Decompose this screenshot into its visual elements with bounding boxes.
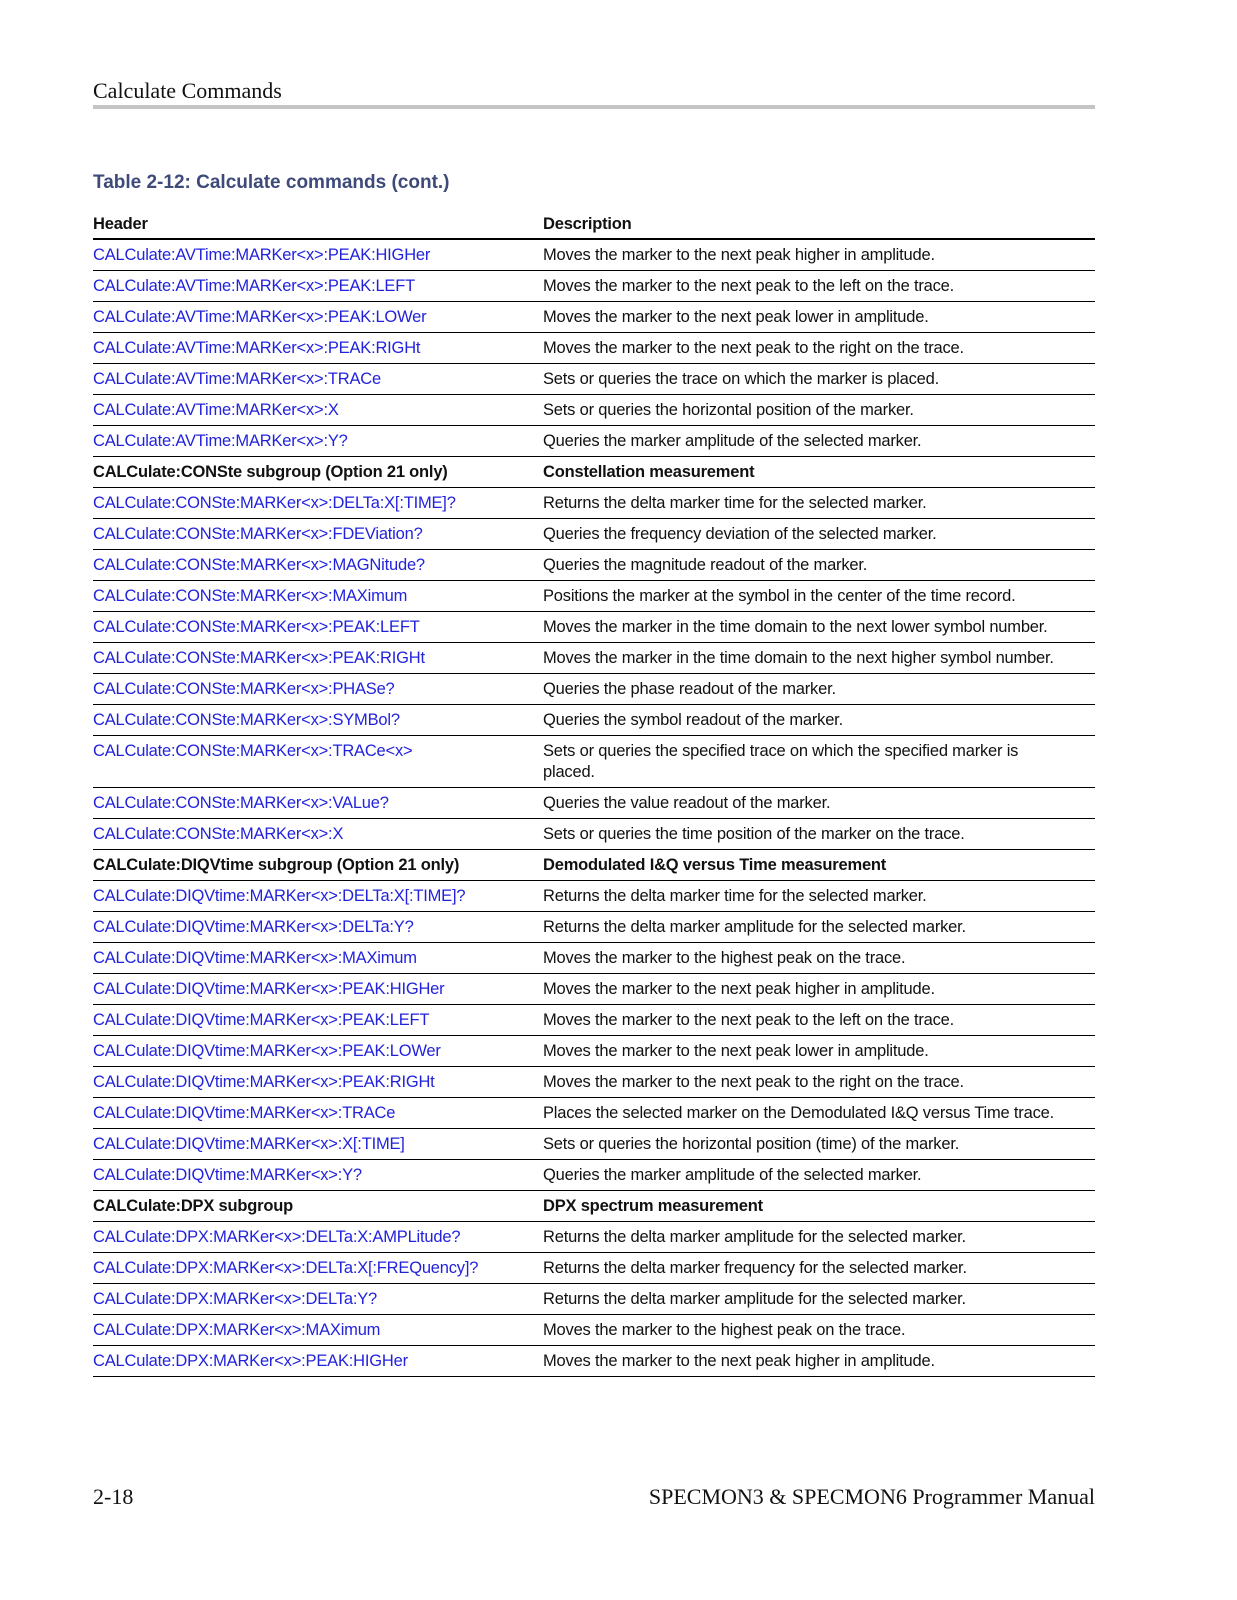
command-link[interactable]: CALCulate:AVTime:MARKer<x>:PEAK:RIGHt <box>93 333 543 364</box>
command-description: Moves the marker to the next peak lower in amplitude. <box>543 302 1095 333</box>
command-description: Returns the delta marker time for the selected marker. <box>543 488 1095 519</box>
command-link[interactable]: CALCulate:DIQVtime:MARKer<x>:PEAK:RIGHt <box>93 1067 543 1098</box>
command-description: Moves the marker to the highest peak on the trace. <box>543 1315 1095 1346</box>
command-link[interactable]: CALCulate:CONSte:MARKer<x>:TRACe<x> <box>93 736 543 788</box>
command-description: Sets or queries the horizontal position (time) of the marker. <box>543 1129 1095 1160</box>
running-header: Calculate Commands <box>93 78 282 103</box>
table-row <box>93 819 1095 850</box>
command-link[interactable]: CALCulate:CONSte:MARKer<x>:MAGNitude? <box>93 550 543 581</box>
command-link[interactable]: CALCulate:DIQVtime:MARKer<x>:PEAK:LOWer <box>93 1036 543 1067</box>
command-link[interactable]: CALCulate:DIQVtime:MARKer<x>:PEAK:HIGHer <box>93 974 543 1005</box>
table-row <box>93 1036 1095 1067</box>
table-row <box>93 1160 1095 1191</box>
table-row <box>93 881 1095 912</box>
command-link[interactable]: CALCulate:AVTime:MARKer<x>:Y? <box>93 426 543 457</box>
command-link[interactable]: CALCulate:AVTime:MARKer<x>:PEAK:LEFT <box>93 271 543 302</box>
command-description: Returns the delta marker frequency for the selected marker. <box>543 1253 1095 1284</box>
subgroup-description: Demodulated I&Q versus Time measurement <box>543 850 1095 881</box>
page-number: 2-18 <box>93 1484 134 1509</box>
table-row <box>93 1222 1095 1253</box>
table-row <box>93 674 1095 705</box>
command-description: Places the selected marker on the Demodulated I&Q versus Time trace. <box>543 1098 1095 1129</box>
command-link[interactable]: CALCulate:CONSte:MARKer<x>:FDEViation? <box>93 519 543 550</box>
command-description: Moves the marker in the time domain to the next higher symbol number. <box>543 643 1095 674</box>
table-row <box>93 302 1095 333</box>
command-link[interactable]: CALCulate:DIQVtime:MARKer<x>:DELTa:X[:TIME]? <box>93 881 543 912</box>
subgroup-description: Constellation measurement <box>543 457 1095 488</box>
table-row <box>93 271 1095 302</box>
table-row <box>93 1315 1095 1346</box>
table-row <box>93 643 1095 674</box>
command-link[interactable]: CALCulate:DIQVtime:MARKer<x>:MAXimum <box>93 943 543 974</box>
command-link[interactable]: CALCulate:DPX:MARKer<x>:MAXimum <box>93 1315 543 1346</box>
command-link[interactable]: CALCulate:AVTime:MARKer<x>:TRACe <box>93 364 543 395</box>
table-row <box>93 1284 1095 1315</box>
table-row <box>93 426 1095 457</box>
command-description: Moves the marker to the next peak to the right on the trace. <box>543 1067 1095 1098</box>
subgroup-description: DPX spectrum measurement <box>543 1191 1095 1222</box>
command-description: Positions the marker at the symbol in the center of the time record. <box>543 581 1095 612</box>
command-link[interactable]: CALCulate:CONSte:MARKer<x>:DELTa:X[:TIME]? <box>93 488 543 519</box>
table-row <box>93 1098 1095 1129</box>
column-header-header: Header <box>93 210 543 239</box>
command-description: Sets or queries the time position of the marker on the trace. <box>543 819 1095 850</box>
command-description: Sets or queries the horizontal position of the marker. <box>543 395 1095 426</box>
table-row <box>93 1346 1095 1377</box>
table-row <box>93 239 1095 271</box>
command-description: Moves the marker to the next peak to the right on the trace. <box>543 333 1095 364</box>
subgroup-row <box>93 850 1095 881</box>
table-row <box>93 974 1095 1005</box>
command-description: Moves the marker to the next peak higher in amplitude. <box>543 974 1095 1005</box>
command-link[interactable]: CALCulate:DPX:MARKer<x>:DELTa:X:AMPLitude? <box>93 1222 543 1253</box>
table-row <box>93 519 1095 550</box>
command-link[interactable]: CALCulate:DPX:MARKer<x>:DELTa:X[:FREQuency]? <box>93 1253 543 1284</box>
command-link[interactable]: CALCulate:CONSte:MARKer<x>:X <box>93 819 543 850</box>
command-description: Queries the frequency deviation of the selected marker. <box>543 519 1095 550</box>
command-description: Queries the value readout of the marker. <box>543 788 1095 819</box>
table-row <box>93 364 1095 395</box>
command-description: Returns the delta marker time for the selected marker. <box>543 881 1095 912</box>
table-row <box>93 788 1095 819</box>
command-description: Moves the marker to the next peak to the left on the trace. <box>543 1005 1095 1036</box>
header-rule <box>93 105 1095 109</box>
column-header-description: Description <box>543 210 1095 239</box>
command-link[interactable]: CALCulate:DIQVtime:MARKer<x>:DELTa:Y? <box>93 912 543 943</box>
command-description: Queries the magnitude readout of the marker. <box>543 550 1095 581</box>
table-header-row <box>93 210 1095 239</box>
table-row <box>93 943 1095 974</box>
table-row <box>93 1129 1095 1160</box>
command-link[interactable]: CALCulate:DPX:MARKer<x>:PEAK:HIGHer <box>93 1346 543 1377</box>
table-row <box>93 488 1095 519</box>
table-row <box>93 912 1095 943</box>
command-link[interactable]: CALCulate:AVTime:MARKer<x>:X <box>93 395 543 426</box>
command-description: Moves the marker in the time domain to the next lower symbol number. <box>543 612 1095 643</box>
command-description: Returns the delta marker amplitude for the selected marker. <box>543 1222 1095 1253</box>
command-description: Moves the marker to the next peak higher in amplitude. <box>543 239 1095 271</box>
command-link[interactable]: CALCulate:AVTime:MARKer<x>:PEAK:HIGHer <box>93 239 543 271</box>
command-link[interactable]: CALCulate:DIQVtime:MARKer<x>:PEAK:LEFT <box>93 1005 543 1036</box>
command-description: Sets or queries the trace on which the marker is placed. <box>543 364 1095 395</box>
command-link[interactable]: CALCulate:DPX:MARKer<x>:DELTa:Y? <box>93 1284 543 1315</box>
table-row <box>93 705 1095 736</box>
command-description: Queries the marker amplitude of the selected marker. <box>543 426 1095 457</box>
command-link[interactable]: CALCulate:CONSte:MARKer<x>:VALue? <box>93 788 543 819</box>
table-caption: Table 2-12: Calculate commands (cont.) <box>93 172 450 193</box>
subgroup-title: CALCulate:DIQVtime subgroup (Option 21 only) <box>93 850 543 881</box>
manual-title: SPECMON3 & SPECMON6 Programmer Manual <box>648 1484 1095 1509</box>
command-link[interactable]: CALCulate:CONSte:MARKer<x>:MAXimum <box>93 581 543 612</box>
command-description: Returns the delta marker amplitude for the selected marker. <box>543 1284 1095 1315</box>
table-row <box>93 736 1095 788</box>
command-description: Returns the delta marker amplitude for the selected marker. <box>543 912 1095 943</box>
command-link[interactable]: CALCulate:CONSte:MARKer<x>:PEAK:RIGHt <box>93 643 543 674</box>
command-description: Queries the phase readout of the marker. <box>543 674 1095 705</box>
table-row <box>93 395 1095 426</box>
table-body <box>93 239 1095 1377</box>
command-link[interactable]: CALCulate:AVTime:MARKer<x>:PEAK:LOWer <box>93 302 543 333</box>
command-description: Moves the marker to the next peak lower in amplitude. <box>543 1036 1095 1067</box>
command-link[interactable]: CALCulate:CONSte:MARKer<x>:PEAK:LEFT <box>93 612 543 643</box>
table-row <box>93 612 1095 643</box>
command-link[interactable]: CALCulate:DIQVtime:MARKer<x>:TRACe <box>93 1098 543 1129</box>
table-row <box>93 550 1095 581</box>
command-link[interactable]: CALCulate:DIQVtime:MARKer<x>:X[:TIME] <box>93 1129 543 1160</box>
subgroup-title: CALCulate:CONSte subgroup (Option 21 only) <box>93 457 543 488</box>
table-row <box>93 1005 1095 1036</box>
command-description: Sets or queries the specified trace on which the specified marker is placed. <box>543 736 1095 788</box>
subgroup-row <box>93 1191 1095 1222</box>
subgroup-title: CALCulate:DPX subgroup <box>93 1191 543 1222</box>
subgroup-row <box>93 457 1095 488</box>
table-row <box>93 333 1095 364</box>
command-link[interactable]: CALCulate:CONSte:MARKer<x>:PHASe? <box>93 674 543 705</box>
command-description: Queries the marker amplitude of the selected marker. <box>543 1160 1095 1191</box>
table-row <box>93 1253 1095 1284</box>
command-description: Moves the marker to the highest peak on the trace. <box>543 943 1095 974</box>
command-description: Moves the marker to the next peak to the left on the trace. <box>543 271 1095 302</box>
command-link[interactable]: CALCulate:DIQVtime:MARKer<x>:Y? <box>93 1160 543 1191</box>
command-link[interactable]: CALCulate:CONSte:MARKer<x>:SYMBol? <box>93 705 543 736</box>
table-row <box>93 1067 1095 1098</box>
table-row <box>93 581 1095 612</box>
command-description: Queries the symbol readout of the marker. <box>543 705 1095 736</box>
command-description: Moves the marker to the next peak higher in amplitude. <box>543 1346 1095 1377</box>
commands-table <box>93 210 1095 1377</box>
